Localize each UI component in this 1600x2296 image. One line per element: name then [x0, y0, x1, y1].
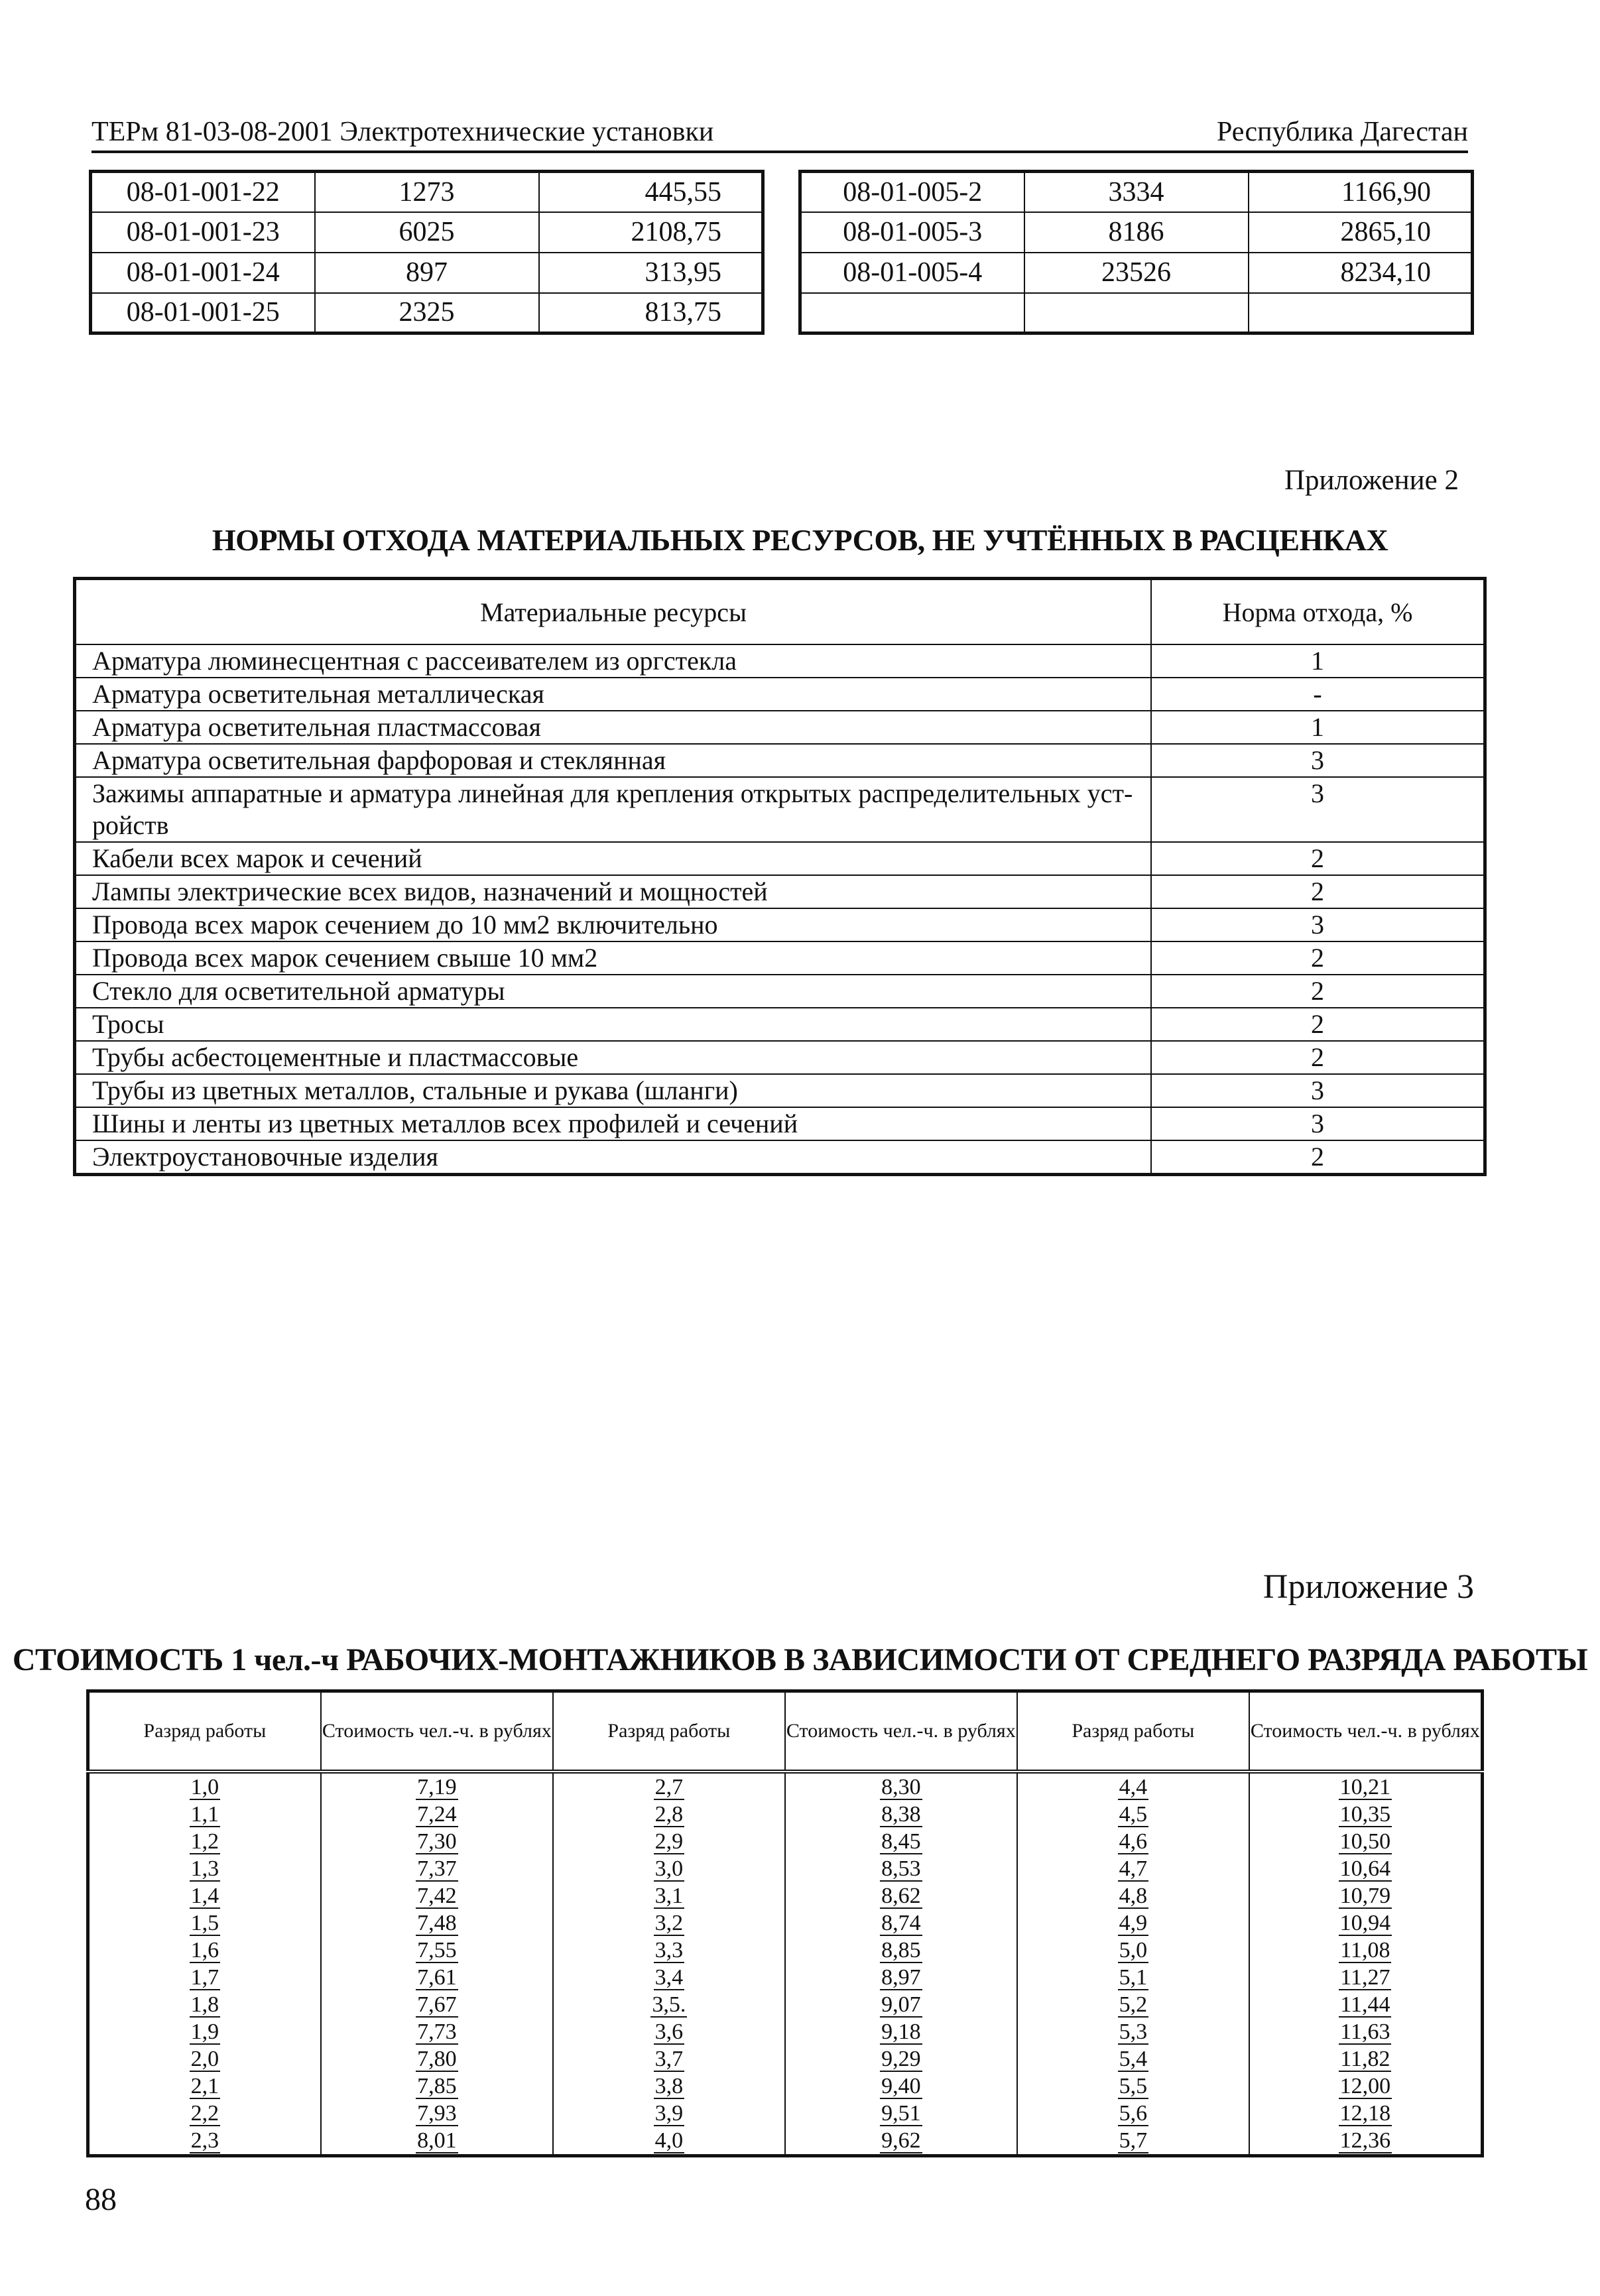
cell-resource-name: Провода всех марок сечением до 10 мм2 включительно: [75, 908, 1152, 941]
cell-value: 3,6: [654, 2019, 684, 2044]
cell-value: 1,8: [190, 1992, 219, 2017]
cell-value: 7,24: [417, 1801, 457, 1827]
cell-grade: [553, 2073, 785, 2100]
material-waste-table: [73, 577, 1487, 1176]
cell-cost: [321, 2045, 553, 2073]
column-header-grade: Разряд работы: [1017, 1691, 1249, 1772]
cell-value: 3,7: [654, 2046, 684, 2071]
table-row: [75, 1074, 1485, 1107]
cell-resource-name: Трубы асбестоцементные и пластмассовые: [75, 1041, 1152, 1074]
cell-resource-name: Трубы из цветных металлов, стальные и рукава (шланги): [75, 1074, 1152, 1107]
cell-cost: [321, 1772, 553, 1801]
cell-waste-norm: 2: [1151, 875, 1485, 908]
cell-waste-norm: 1: [1151, 711, 1485, 744]
cell-cost: [785, 1937, 1017, 1964]
cell-value: 3,8: [654, 2073, 684, 2098]
cell-value: 1,4: [190, 1883, 219, 1908]
cell-grade: [553, 2100, 785, 2127]
cell-value: 4,6: [1119, 1829, 1148, 1854]
cell-cost: [321, 2100, 553, 2127]
header-document-title: ТЕРм 81-03-08-2001 Электротехнические установки: [92, 117, 714, 147]
cell-resource-name: Кабели всех марок и сечений: [75, 842, 1152, 875]
cell-value: 10,94: [1339, 1910, 1391, 1935]
cell-grade: [88, 1855, 321, 1882]
cell-count: 8186: [1024, 212, 1249, 253]
cell-grade: [553, 1882, 785, 1909]
cell-code: 08-01-005-2: [800, 172, 1024, 212]
table-row: [75, 842, 1485, 875]
cell-value: 4,0: [654, 2128, 684, 2153]
cell-cost: [1249, 1801, 1483, 1828]
cell-value: 2,7: [654, 1774, 684, 1799]
cell-value: 7,85: [417, 2073, 457, 2098]
cell-value: 8,85: [881, 1937, 921, 1963]
cell-grade: [553, 1828, 785, 1855]
cell-resource-name: Стекло для осветительной арматуры: [75, 975, 1152, 1008]
cell-cost: [1249, 1964, 1483, 1991]
cell-value: 1,9: [190, 2019, 219, 2044]
cell-value: 2,1: [190, 2073, 219, 2098]
cell-grade: [553, 2045, 785, 2073]
table-row: [88, 1772, 1483, 1801]
cell-count: 3334: [1024, 172, 1249, 212]
cell-waste-norm: 3: [1151, 908, 1485, 941]
cell-grade: [1017, 1772, 1249, 1801]
cell-grade: [553, 1964, 785, 1991]
cell-value: 9,62: [881, 2128, 921, 2153]
cell-value: 11,08: [1340, 1937, 1390, 1963]
table-row: [88, 1828, 1483, 1855]
column-header-resource: Материальные ресурсы: [75, 579, 1152, 645]
cell-value: 2,3: [190, 2128, 219, 2153]
cell-value: 9,29: [881, 2046, 921, 2071]
table-row: [88, 2127, 1483, 2156]
cell-value: 9,18: [881, 2019, 921, 2044]
price-table-right: [798, 170, 1474, 335]
cell-value: 1,6: [190, 1937, 219, 1963]
cell-value: 7,19: [417, 1774, 457, 1799]
table-row: [88, 1882, 1483, 1909]
table-row: [91, 172, 763, 212]
cell-cost: [321, 1937, 553, 1964]
cell-resource-name: Арматура осветительная пластмассовая: [75, 711, 1152, 744]
cell-resource-name: Шины и ленты из цветных металлов всех профилей и сечений: [75, 1107, 1152, 1140]
table-row: [88, 1855, 1483, 1882]
cell-code: 08-01-005-3: [800, 212, 1024, 253]
cell-value: 2,9: [654, 1829, 684, 1854]
cell-grade: [88, 1937, 321, 1964]
cell-value: 8,74: [881, 1910, 921, 1935]
cell-cost: [785, 1772, 1017, 1801]
cell-cost: [785, 2045, 1017, 2073]
cell-value: 5,6: [1119, 2100, 1148, 2126]
cell-grade: [88, 2073, 321, 2100]
cell-cost: [1249, 2073, 1483, 2100]
cell-value: 12,18: [1339, 2100, 1391, 2126]
cell-waste-norm: -: [1151, 678, 1485, 711]
cell-value: 10,35: [1339, 1801, 1391, 1827]
cell-cost: [1249, 2100, 1483, 2127]
column-header-grade: Разряд работы: [553, 1691, 785, 1772]
cell-value: 1,0: [190, 1774, 219, 1799]
cell-resource-name: Провода всех марок сечением свыше 10 мм2: [75, 941, 1152, 975]
cell-grade: [1017, 1855, 1249, 1882]
cell-value: 4,4: [1119, 1774, 1148, 1799]
cell-value: 10,50: [1339, 1829, 1391, 1854]
table-header-row: [75, 579, 1485, 645]
cell-cost: [785, 1882, 1017, 1909]
cell-grade: [1017, 1909, 1249, 1937]
cell-value: 7,80: [417, 2046, 457, 2071]
cell-grade: [553, 1937, 785, 1964]
cell-value: 2108,75: [539, 212, 763, 253]
cell-value: 7,42: [417, 1883, 457, 1908]
cell-value: 9,07: [881, 1992, 921, 2017]
cell-waste-norm: 3: [1151, 777, 1485, 842]
table-row: [75, 678, 1485, 711]
cell-resource-name: Электроустановочные изделия: [75, 1140, 1152, 1175]
cell-cost: [321, 1991, 553, 2018]
cell-value: 8,97: [881, 1964, 921, 1990]
cell-cost: [1249, 1828, 1483, 1855]
cell-value: 11,82: [1340, 2046, 1390, 2071]
cell-grade: [88, 1882, 321, 1909]
table-row: [88, 1991, 1483, 2018]
cell-waste-norm: 2: [1151, 975, 1485, 1008]
cell-cost: [785, 2127, 1017, 2156]
table-row: [75, 908, 1485, 941]
cell-grade: [88, 1964, 321, 1991]
cell-grade: [1017, 2018, 1249, 2045]
cell-value: 4,7: [1119, 1856, 1148, 1881]
cell-value: 12,00: [1339, 2073, 1391, 2098]
cell-grade: [1017, 2100, 1249, 2127]
cell-grade: [1017, 1882, 1249, 1909]
table-row: [88, 2045, 1483, 2073]
cell-value: 1,7: [190, 1964, 219, 1990]
cell-cost: [785, 1828, 1017, 1855]
cell-cost: [321, 1828, 553, 1855]
appendix-3-title: СТОИМОСТЬ 1 чел.-ч РАБОЧИХ-МОНТАЖНИКОВ В ЗАВИСИМОСТИ ОТ СРЕДНЕГО РАЗРЯДА РАБОТЫ: [12, 1642, 1588, 1677]
cell-waste-norm: 3: [1151, 1107, 1485, 1140]
cell-count: 2325: [315, 293, 539, 333]
column-header-grade: Разряд работы: [88, 1691, 321, 1772]
cell-code: [800, 293, 1024, 333]
header-region: Республика Дагестан: [1216, 117, 1468, 147]
cell-resource-name: Арматура люминесцентная с рассеивателем из оргстекла: [75, 644, 1152, 678]
cell-code: 08-01-001-25: [91, 293, 315, 333]
cell-waste-norm: 2: [1151, 941, 1485, 975]
cell-value: 8,53: [881, 1856, 921, 1881]
cell-grade: [553, 1855, 785, 1882]
cell-resource-name: Арматура осветительная металлическая: [75, 678, 1152, 711]
cell-value: 8,45: [881, 1829, 921, 1854]
appendix-3-label: Приложение 3: [1262, 1568, 1474, 1606]
cell-waste-norm: 3: [1151, 744, 1485, 777]
table-row: [88, 1964, 1483, 1991]
cell-value: 445,55: [539, 172, 763, 212]
cell-grade: [88, 2018, 321, 2045]
cell-grade: [88, 1909, 321, 1937]
cell-value: 1,5: [190, 1910, 219, 1935]
appendix-2-label: Приложение 2: [1284, 465, 1459, 496]
cell-cost: [1249, 2127, 1483, 2156]
cell-grade: [88, 1801, 321, 1828]
column-header-cost: Стоимость чел.-ч. в рублях: [1249, 1691, 1483, 1772]
table-row: [75, 711, 1485, 744]
cell-value: 1,3: [190, 1856, 219, 1881]
cell-value: 4,9: [1119, 1910, 1148, 1935]
cell-cost: [785, 2073, 1017, 2100]
cell-value: 7,61: [417, 1964, 457, 1990]
cell-value: 12,36: [1339, 2128, 1391, 2153]
cell-value: 3,5.: [652, 1992, 686, 2017]
cell-grade: [88, 2045, 321, 2073]
cell-grade: [88, 1991, 321, 2018]
table-row: [88, 1801, 1483, 1828]
cell-waste-norm: 2: [1151, 1008, 1485, 1041]
cell-resource-name: Арматура осветительная фарфоровая и стеклянная: [75, 744, 1152, 777]
cell-cost: [1249, 1909, 1483, 1937]
column-header-norm: Норма отхода, %: [1151, 579, 1485, 645]
cell-value: 9,51: [881, 2100, 921, 2126]
cell-cost: [1249, 1937, 1483, 1964]
cell-value: 11,63: [1340, 2019, 1390, 2044]
cell-cost: [785, 1909, 1017, 1937]
page-number: 88: [85, 2182, 117, 2217]
table-row: [88, 1909, 1483, 1937]
cell-value: 8,01: [417, 2128, 457, 2153]
cell-value: 11,27: [1340, 1964, 1390, 1990]
cell-resource-name: Лампы электрические всех видов, назначений и мощностей: [75, 875, 1152, 908]
cell-waste-norm: 2: [1151, 842, 1485, 875]
cell-value: 8234,10: [1249, 253, 1473, 293]
column-header-cost: Стоимость чел.-ч. в рублях: [321, 1691, 553, 1772]
cell-value: 2,8: [654, 1801, 684, 1827]
cell-value: 5,1: [1119, 1964, 1148, 1990]
cell-waste-norm: 3: [1151, 1074, 1485, 1107]
cell-resource-name: Тросы: [75, 1008, 1152, 1041]
cell-value: 2,2: [190, 2100, 219, 2126]
column-header-cost: Стоимость чел.-ч. в рублях: [785, 1691, 1017, 1772]
cell-cost: [321, 2073, 553, 2100]
cell-cost: [321, 1855, 553, 1882]
table-row: [800, 293, 1473, 333]
cell-grade: [1017, 2073, 1249, 2100]
cell-value: 7,93: [417, 2100, 457, 2126]
table-row: [75, 777, 1485, 842]
cell-value: 5,2: [1119, 1992, 1148, 2017]
cell-value: 5,5: [1119, 2073, 1148, 2098]
cell-cost: [1249, 2018, 1483, 2045]
cell-value: 10,21: [1339, 1774, 1391, 1799]
cell-value: 2,0: [190, 2046, 219, 2071]
running-header: [92, 116, 1468, 153]
table-row: [88, 2073, 1483, 2100]
cell-value: 5,4: [1119, 2046, 1148, 2071]
cell-code: 08-01-001-23: [91, 212, 315, 253]
cell-cost: [321, 1801, 553, 1828]
cell-value: 3,9: [654, 2100, 684, 2126]
cell-grade: [553, 2018, 785, 2045]
cell-grade: [1017, 1937, 1249, 1964]
cell-value: 8,62: [881, 1883, 921, 1908]
cell-count: 23526: [1024, 253, 1249, 293]
cell-code: 08-01-001-22: [91, 172, 315, 212]
cell-grade: [553, 1772, 785, 1801]
cell-grade: [88, 2100, 321, 2127]
cell-value: 9,40: [881, 2073, 921, 2098]
cell-value: 813,75: [539, 293, 763, 333]
cell-value: 11,44: [1340, 1992, 1390, 2017]
cell-value: 7,73: [417, 2019, 457, 2044]
cell-value: 5,0: [1119, 1937, 1148, 1963]
labor-cost-table: [86, 1689, 1484, 2157]
cell-grade: [1017, 1801, 1249, 1828]
table-row: [800, 172, 1473, 212]
cell-cost: [1249, 1882, 1483, 1909]
table-row: [88, 1937, 1483, 1964]
cell-grade: [553, 1991, 785, 2018]
table-row: [88, 2018, 1483, 2045]
cell-grade: [553, 1909, 785, 1937]
table-row: [88, 2100, 1483, 2127]
cell-grade: [553, 1801, 785, 1828]
cell-value: 3,2: [654, 1910, 684, 1935]
cell-code: 08-01-001-24: [91, 253, 315, 293]
cell-value: 7,48: [417, 1910, 457, 1935]
cell-value: 3,3: [654, 1937, 684, 1963]
cell-cost: [1249, 1991, 1483, 2018]
cell-grade: [1017, 1991, 1249, 2018]
table-header-row: [88, 1691, 1483, 1772]
appendix-2-title: НОРМЫ ОТХОДА МАТЕРИАЛЬНЫХ РЕСУРСОВ, НЕ УЧТЁННЫХ В РАСЦЕНКАХ: [212, 523, 1388, 557]
cell-waste-norm: 2: [1151, 1140, 1485, 1175]
cell-cost: [321, 1909, 553, 1937]
table-row: [75, 875, 1485, 908]
cell-count: 6025: [315, 212, 539, 253]
cell-value: 7,30: [417, 1829, 457, 1854]
cell-cost: [785, 1855, 1017, 1882]
cell-cost: [1249, 1772, 1483, 1801]
cell-value: 4,8: [1119, 1883, 1148, 1908]
cell-cost: [785, 2100, 1017, 2127]
cell-code: 08-01-005-4: [800, 253, 1024, 293]
table-row: [75, 975, 1485, 1008]
cell-value: 3,0: [654, 1856, 684, 1881]
cell-cost: [321, 1882, 553, 1909]
price-table-left: [89, 170, 765, 335]
table-row: [75, 644, 1485, 678]
cell-value: 10,64: [1339, 1856, 1391, 1881]
cell-cost: [1249, 2045, 1483, 2073]
table-row: [91, 293, 763, 333]
cell-value: 3,4: [654, 1964, 684, 1990]
cell-value: 1,1: [190, 1801, 219, 1827]
cell-count: 1273: [315, 172, 539, 212]
cell-waste-norm: 2: [1151, 1041, 1485, 1074]
cell-count: 897: [315, 253, 539, 293]
table-row: [75, 744, 1485, 777]
table-row: [75, 1008, 1485, 1041]
cell-value: 8,38: [881, 1801, 921, 1827]
cell-grade: [1017, 2045, 1249, 2073]
table-row: [75, 1041, 1485, 1074]
cell-grade: [1017, 1828, 1249, 1855]
cell-value: 2865,10: [1249, 212, 1473, 253]
cell-grade: [88, 1772, 321, 1801]
cell-cost: [785, 1964, 1017, 1991]
cell-cost: [321, 2127, 553, 2156]
cell-grade: [88, 1828, 321, 1855]
cell-waste-norm: 1: [1151, 644, 1485, 678]
cell-value: 7,37: [417, 1856, 457, 1881]
cell-value: 7,55: [417, 1937, 457, 1963]
cell-value: 7,67: [417, 1992, 457, 2017]
cell-value: 4,5: [1119, 1801, 1148, 1827]
cell-resource-name: Зажимы аппаратные и арматура линейная для крепления открытых распределительных уст-ройств: [75, 777, 1152, 842]
cell-cost: [321, 1964, 553, 1991]
cell-cost: [785, 1991, 1017, 2018]
cell-grade: [1017, 1964, 1249, 1991]
table-row: [91, 212, 763, 253]
cell-grade: [1017, 2127, 1249, 2156]
cell-cost: [785, 1801, 1017, 1828]
cell-cost: [785, 2018, 1017, 2045]
cell-value: 8,30: [881, 1774, 921, 1799]
cell-value: 1,2: [190, 1829, 219, 1854]
cell-value: 5,3: [1119, 2019, 1148, 2044]
table-row: [75, 1107, 1485, 1140]
cell-value: 10,79: [1339, 1883, 1391, 1908]
cell-value: 1166,90: [1249, 172, 1473, 212]
cell-cost: [1249, 1855, 1483, 1882]
table-row: [800, 212, 1473, 253]
cell-grade: [553, 2127, 785, 2156]
cell-count: [1024, 293, 1249, 333]
cell-value: 313,95: [539, 253, 763, 293]
cell-cost: [321, 2018, 553, 2045]
table-row: [800, 253, 1473, 293]
table-row: [91, 253, 763, 293]
table-row: [75, 941, 1485, 975]
table-row: [75, 1140, 1485, 1175]
cell-value: 3,1: [654, 1883, 684, 1908]
cell-grade: [88, 2127, 321, 2156]
cell-value: 5,7: [1119, 2128, 1148, 2153]
cell-value: [1249, 293, 1473, 333]
